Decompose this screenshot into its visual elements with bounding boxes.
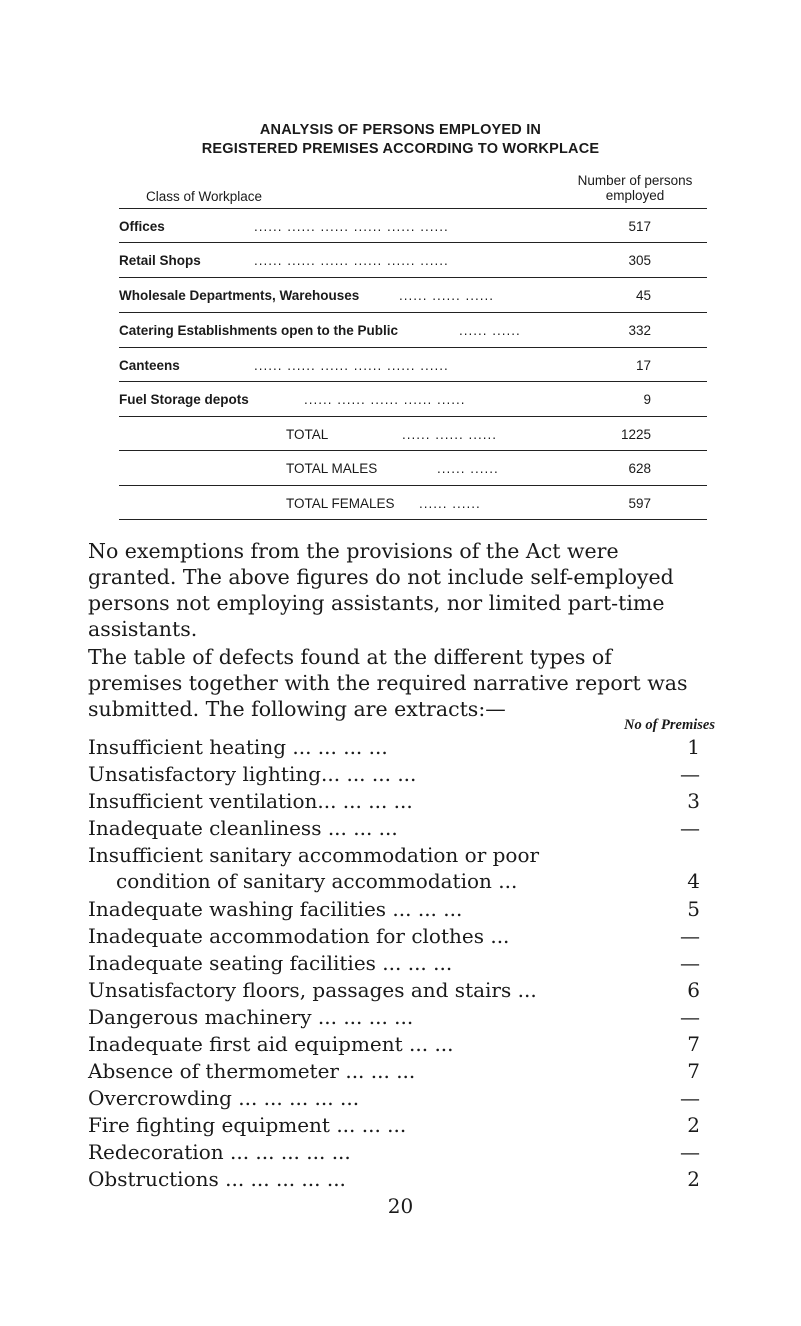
defect-label: Insufficient heating ... ... ... ...	[88, 735, 388, 759]
defect-row	[88, 1167, 708, 1193]
total-value: 628	[628, 461, 651, 476]
row-value: 9	[643, 392, 651, 407]
defect-label: Insufficient ventilation... ... ... ...	[88, 789, 413, 813]
total-row	[119, 487, 707, 519]
para-line: The table of defects found at the different types of	[88, 645, 612, 669]
defect-label: Unsatisfactory floors, passages and stairs ...	[88, 978, 537, 1002]
defect-count: 2	[687, 1167, 700, 1191]
defect-count: 7	[687, 1032, 700, 1056]
row-value: 17	[635, 358, 651, 373]
row-label: Canteens	[119, 358, 180, 373]
defect-label: Inadequate first aid equipment ... ...	[88, 1032, 454, 1056]
row-label: Retail Shops	[119, 253, 201, 268]
defect-row	[88, 1140, 708, 1166]
defect-row	[88, 1032, 708, 1058]
defect-count: —	[680, 924, 700, 948]
total-label: TOTAL	[286, 427, 329, 442]
row-value: 305	[628, 253, 651, 268]
defect-label: Obstructions ... ... ... ... ...	[88, 1167, 346, 1191]
total-row	[119, 418, 707, 450]
total-row	[119, 452, 707, 484]
total-dots: ...... ...... ......	[402, 427, 498, 442]
row-value: 45	[635, 288, 651, 303]
defect-label: Unsatisfactory lighting... ... ... ...	[88, 762, 417, 786]
defect-label: Inadequate seating facilities ... ... ...	[88, 951, 453, 975]
defect-label: Inadequate cleanliness ... ... ...	[88, 816, 398, 840]
defect-count: —	[680, 1005, 700, 1029]
para-line: granted. The above figures do not include self-employed	[88, 565, 674, 589]
page-number: 20	[387, 1194, 414, 1218]
para-line: premises together with the required narrative report was	[88, 671, 688, 695]
table-row	[119, 244, 707, 276]
para-line: persons not employing assistants, nor limited part-time	[88, 591, 665, 615]
defect-count: —	[680, 951, 700, 975]
defect-count: —	[680, 1086, 700, 1110]
col-header-number	[555, 173, 715, 203]
total-label: TOTAL MALES	[286, 461, 378, 476]
defect-label: Redecoration ... ... ... ... ...	[88, 1140, 351, 1164]
row-rule	[119, 485, 707, 486]
defect-count: 4	[687, 869, 700, 893]
defect-row	[88, 1086, 708, 1112]
row-label: Fuel Storage depots	[119, 392, 249, 407]
defect-row	[88, 897, 708, 923]
defect-count: 6	[687, 978, 700, 1002]
total-value: 597	[628, 496, 651, 511]
total-value: 1225	[620, 427, 651, 442]
row-dots: ...... ...... ...... ...... ...... ......	[254, 253, 449, 268]
row-label: Wholesale Departments, Warehouses	[119, 288, 360, 303]
row-rule	[119, 312, 707, 313]
defect-count: 1	[687, 735, 700, 759]
para-line	[88, 538, 708, 564]
defect-label: Inadequate accommodation for clothes ...	[88, 924, 510, 948]
defect-label: condition of sanitary accommodation ...	[116, 869, 518, 893]
para-line: assistants.	[88, 617, 198, 641]
table-row	[119, 349, 707, 381]
defect-row	[88, 735, 708, 761]
table-row	[119, 383, 707, 415]
row-value: 517	[628, 219, 651, 234]
row-label: Offices	[119, 219, 165, 234]
defect-row	[88, 789, 708, 815]
defect-row	[88, 951, 708, 977]
row-dots: ...... ......	[459, 323, 521, 338]
col-header-class: Class of Workplace	[146, 189, 263, 204]
premises-header: No of Premises	[623, 717, 715, 733]
defect-row	[88, 1005, 708, 1031]
defect-row	[88, 869, 708, 895]
row-value: 332	[628, 323, 651, 338]
para-line-text: No exemptions from the provisions of the Act were	[88, 539, 619, 563]
row-label: Catering Establishments open to the Public	[119, 323, 399, 338]
row-rule	[119, 347, 707, 348]
table-row	[119, 314, 707, 346]
defect-label: Absence of thermometer ... ... ...	[88, 1059, 416, 1083]
para-line: submitted. The following are extracts:—	[88, 697, 506, 721]
row-dots: ...... ...... ......	[399, 288, 495, 303]
defect-label: Dangerous machinery ... ... ... ...	[88, 1005, 414, 1029]
defect-count: 5	[687, 897, 700, 921]
row-rule	[119, 416, 707, 417]
total-dots: ...... ......	[419, 496, 481, 511]
defect-row	[88, 816, 708, 842]
table-row	[119, 279, 707, 311]
defect-label: Insufficient sanitary accommodation or poor	[88, 843, 540, 867]
defect-row	[88, 1059, 708, 1085]
col-header-number-line-2: employed	[605, 188, 665, 203]
defect-label: Overcrowding ... ... ... ... ...	[88, 1086, 360, 1110]
row-dots: ...... ...... ...... ...... ...... ......	[254, 219, 449, 234]
row-rule	[119, 450, 707, 451]
paragraph-exemptions	[88, 538, 708, 642]
defect-count: —	[680, 762, 700, 786]
paragraph-defects-intro	[88, 644, 708, 722]
row-rule	[119, 277, 707, 278]
defect-count: 3	[687, 789, 700, 813]
total-dots: ...... ......	[437, 461, 499, 476]
defect-count: 7	[687, 1059, 700, 1083]
defect-count: —	[680, 816, 700, 840]
defect-label: Fire fighting equipment ... ... ...	[88, 1113, 407, 1137]
row-dots: ...... ...... ...... ...... ......	[304, 392, 466, 407]
defect-count: 2	[687, 1113, 700, 1137]
total-label: TOTAL FEMALES	[286, 496, 395, 511]
table-top-rule	[119, 208, 707, 209]
defect-row	[88, 762, 708, 788]
table-bottom-rule	[119, 519, 707, 520]
defect-count: —	[680, 1140, 700, 1164]
defect-row	[88, 978, 708, 1004]
row-rule	[119, 242, 707, 243]
defect-row	[88, 843, 708, 869]
page-title-line-2: REGISTERED PREMISES ACCORDING TO WORKPLACE	[201, 141, 600, 157]
row-dots: ...... ...... ...... ...... ...... ......	[254, 358, 449, 373]
table-row	[119, 210, 707, 242]
col-header-number-line-1: Number of persons	[577, 173, 693, 188]
defect-row	[88, 924, 708, 950]
defect-label: Inadequate washing facilities ... ... ...	[88, 897, 463, 921]
page-title-line-1: ANALYSIS OF PERSONS EMPLOYED IN	[259, 122, 542, 138]
defect-row	[88, 1113, 708, 1139]
row-rule	[119, 381, 707, 382]
